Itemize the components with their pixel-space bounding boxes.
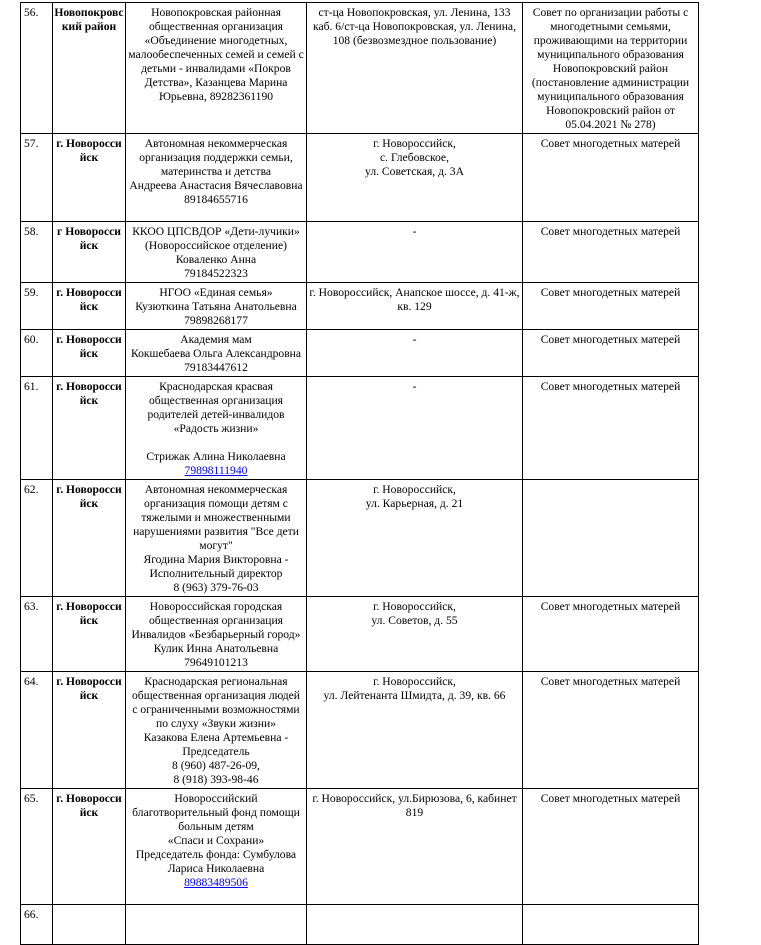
table-row: [21, 597, 699, 672]
municipality-cell: г. Новороссийск: [53, 672, 126, 789]
organization-cell: [126, 134, 307, 222]
organization-line: Новороссийский благотворительный фонд помощи больным детям: [132, 792, 300, 833]
table-row: [21, 3, 699, 134]
table-body: [21, 3, 699, 945]
municipality-cell: г Новороссийск: [53, 222, 126, 283]
address-cell: [307, 3, 523, 134]
address-line: ул. Карьерная, д. 21: [365, 497, 464, 510]
row-number: 61.: [21, 377, 53, 480]
organization-line: Кокшебаева Ольга Александровна: [130, 347, 302, 360]
address-line: ст-ца Новопокровская, ул. Ленина, 133 каб. 6/ст-ца Новопокровская, ул. Ленина, 108 (безвозмездное пользование): [313, 6, 516, 47]
address-line: -: [412, 333, 417, 346]
table-row: [21, 222, 699, 283]
organization-line: 79184522323: [184, 267, 248, 280]
organization-line: Кулик Инна Анатольевна: [153, 642, 279, 655]
address-line: ул. Советов, д. 55: [371, 614, 458, 627]
address-line: г. Новороссийск, Анапское шоссе, д. 41-ж, кв. 129: [309, 286, 520, 313]
organization-line: 79898268177: [184, 314, 248, 327]
organization-cell: [126, 672, 307, 789]
council-cell: Совет многодетных матерей: [523, 330, 699, 377]
address-line: г. Новороссийск,: [373, 137, 456, 150]
municipality-cell: г. Новороссийск: [53, 789, 126, 905]
address-line: с. Глебовское,: [380, 151, 449, 164]
council-cell: [523, 480, 699, 597]
organization-cell: [126, 597, 307, 672]
address-line: -: [412, 225, 417, 238]
organization-cell: [126, 222, 307, 283]
phone-link[interactable]: 89883489506: [184, 876, 248, 889]
organization-line: 8 (918) 393-98-46: [173, 773, 259, 786]
organization-line: 8 (960) 487-26-09,: [172, 759, 260, 772]
phone-link[interactable]: 79898111940: [184, 464, 248, 477]
address-cell: [307, 597, 523, 672]
organization-line: Казакова Елена Артемьевна - Председатель: [143, 731, 289, 758]
organization-cell: [126, 480, 307, 597]
row-number: 56.: [21, 3, 53, 134]
council-cell: Совет многодетных матерей: [523, 377, 699, 480]
municipality-cell: г. Новороссийск: [53, 480, 126, 597]
organization-line: ККОО ЦПСВДОР «Дети-лучики»: [132, 225, 300, 238]
table-row: [21, 283, 699, 330]
municipality-cell: г. Новороссийск: [53, 377, 126, 480]
row-number: 63.: [21, 597, 53, 672]
organization-line: 89184655716: [184, 193, 248, 206]
council-cell: [523, 905, 699, 945]
address-cell: [307, 134, 523, 222]
council-cell: Совет многодетных матерей: [523, 283, 699, 330]
council-cell: Совет многодетных матерей: [523, 134, 699, 222]
address-cell: [307, 480, 523, 597]
address-line: г. Новороссийск, ул.Бирюзова, 6, кабинет 819: [312, 792, 517, 819]
row-number: 59.: [21, 283, 53, 330]
organization-line: Новопокровская районная общественная организация «Объединение многодетных, малообеспеченных семей и семей с детьми - инвалидами «Покров Детства», Казанцева Марина Юрьевна, 89282361190: [128, 6, 304, 103]
address-line: -: [412, 380, 417, 393]
municipality-cell: г. Новороссийск: [53, 597, 126, 672]
table-row: [21, 480, 699, 597]
council-cell: Совет по организации работы с многодетными семьями, проживающими на территории муниципального образования Новопокровский район (постановление администрации муниципального образования Новопокровский район от 05.04.2021 № 278): [523, 3, 699, 134]
row-number: 60.: [21, 330, 53, 377]
address-line: г. Новороссийск,: [373, 675, 456, 688]
municipality-cell: г. Новороссийск: [53, 283, 126, 330]
address-cell: [307, 905, 523, 945]
organization-line: 79183447612: [184, 361, 248, 374]
address-cell: [307, 377, 523, 480]
table-row: [21, 789, 699, 905]
council-cell: Совет многодетных матерей: [523, 789, 699, 905]
organization-line: «Спаси и Сохрани»: [167, 834, 265, 847]
municipality-cell: г. Новороссийск: [53, 134, 126, 222]
council-cell: Совет многодетных матерей: [523, 222, 699, 283]
organization-line: (Новороссийское отделение): [145, 239, 287, 252]
address-line: г. Новороссийск,: [373, 483, 456, 496]
organization-cell: [126, 377, 307, 480]
organization-line: Кузюткина Татьяна Анатольевна: [135, 300, 297, 313]
organization-line: Автономная некоммерческая организация помощи детям с тяжелыми и множественными нарушениями развития "Все дети могут": [133, 483, 299, 552]
organization-line: Коваленко Анна: [175, 253, 257, 266]
address-cell: [307, 330, 523, 377]
organization-line: Краснодарская красвая общественная организация родителей детей-инвалидов «Радость жизни»: [147, 380, 285, 435]
organization-cell: [126, 789, 307, 905]
address-cell: [307, 672, 523, 789]
table-row: [21, 905, 699, 945]
municipality-cell: Новопокровский район: [53, 3, 126, 134]
organization-line: НГОО «Единая семья»: [159, 286, 273, 299]
row-number: 65.: [21, 789, 53, 905]
address-line: ул. Лейтенанта Шмидта, д. 39, кв. 66: [323, 689, 506, 702]
row-number: 57.: [21, 134, 53, 222]
table-row: [21, 330, 699, 377]
table-row: [21, 134, 699, 222]
organization-line: Ягодина Мария Викторовна - Исполнительный директор: [143, 553, 289, 580]
address-cell: [307, 283, 523, 330]
organization-line: Новороссийская городская общественная организация Инвалидов «Безбарьерный город»: [131, 600, 301, 641]
municipality-cell: [53, 905, 126, 945]
organization-line: Академия мам: [180, 333, 252, 346]
address-cell: [307, 789, 523, 905]
municipality-cell: г. Новороссийск: [53, 330, 126, 377]
organizations-table: [20, 2, 699, 945]
organization-line: Андреева Анастасия Вячеславовна: [129, 179, 303, 192]
row-number: 62.: [21, 480, 53, 597]
organization-line: 8 (963) 379-76-03: [173, 581, 259, 594]
organization-cell: [126, 330, 307, 377]
council-cell: Совет многодетных матерей: [523, 597, 699, 672]
row-number: 64.: [21, 672, 53, 789]
organization-line: Председатель фонда: Сумбулова Лариса Николаевна: [135, 848, 297, 875]
council-cell: Совет многодетных матерей: [523, 672, 699, 789]
row-number: 58.: [21, 222, 53, 283]
address-cell: [307, 222, 523, 283]
organization-line: Автономная некоммерческая организация поддержки семьи, материнства и детства: [139, 137, 293, 178]
organization-cell: [126, 905, 307, 945]
row-number: 66.: [21, 905, 53, 945]
organization-line: 79649101213: [184, 656, 248, 669]
organization-line: Краснодарская региональная общественная организация людей с ограниченными возможностями по слуху «Звуки жизни»: [132, 675, 300, 730]
organization-cell: [126, 283, 307, 330]
organization-line: Стрижак Алина Николаевна: [146, 450, 286, 463]
table-row: [21, 672, 699, 789]
address-line: ул. Советская, д. 3А: [365, 165, 464, 178]
address-line: г. Новороссийск,: [373, 600, 456, 613]
organization-line: [128, 436, 304, 450]
table-row: [21, 377, 699, 480]
organization-cell: [126, 3, 307, 134]
